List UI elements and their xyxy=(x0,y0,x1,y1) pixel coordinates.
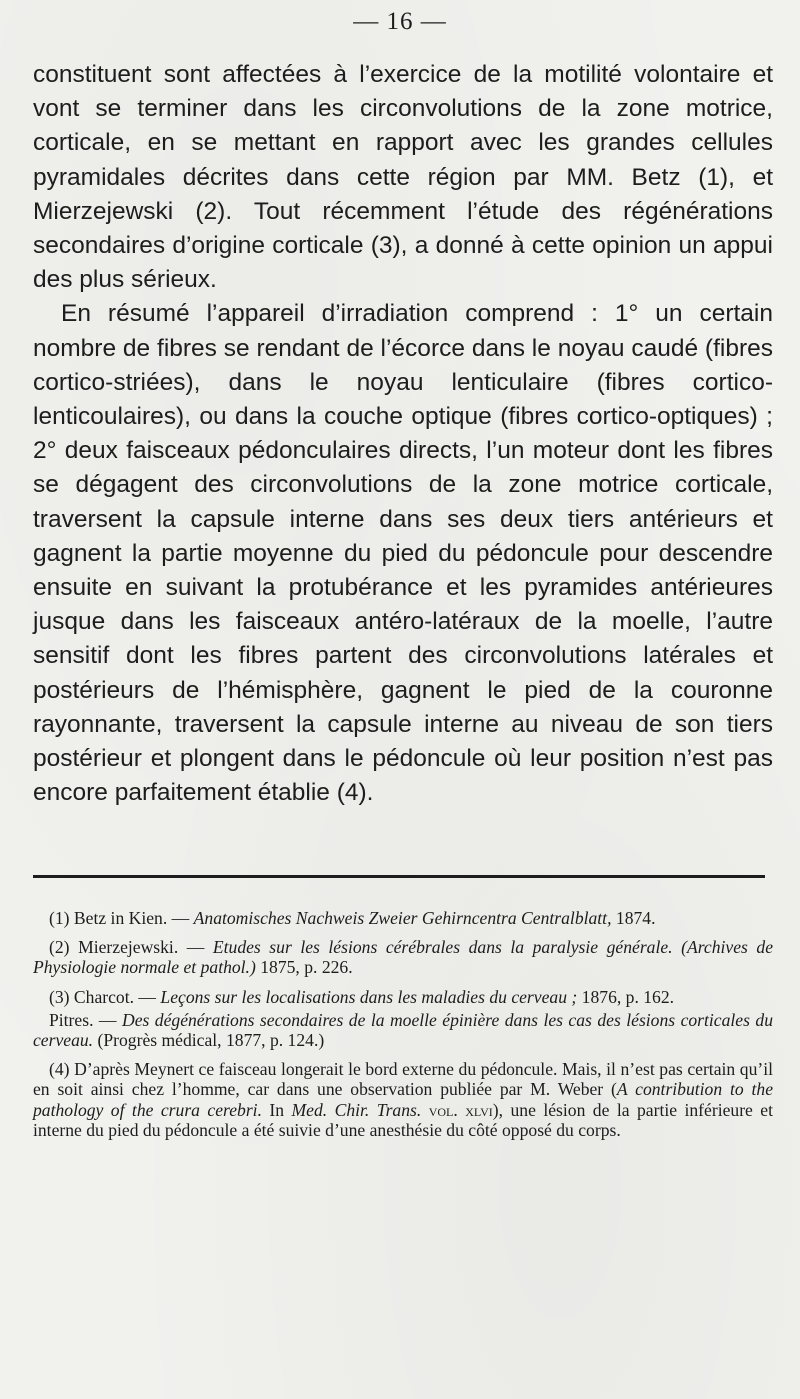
footnote-title: Etudes sur les lésions cérébrales dans la paralysie générale. (Archives de Physiologie normale et pathol.) xyxy=(33,937,773,978)
paragraph-continuation: constituent sont affectées à l’exercice de la motilité volontaire et vont se terminer dans les circonvolutions de la zone motrice, corticale, en se mettant en rapport avec les grandes cellules pyramidales décrites dans cette région par MM. Betz (1), et Mierzejewski (2). Tout récemment l’étude des régénérations secondaires d’origine corticale (3), a donné à cette opinion un appui des plus sérieux. xyxy=(33,61,773,294)
footnote-number: (3) xyxy=(49,986,70,1007)
footnote-number: (2) xyxy=(49,937,70,958)
footnote-1 xyxy=(33,908,773,928)
footnote-details: 1874. xyxy=(615,908,656,928)
footnote-2 xyxy=(33,937,773,977)
main-text xyxy=(33,58,773,810)
footnote-author: Betz in Kien. — xyxy=(73,908,190,928)
paragraph-summary: En résumé l’appareil d’irradiation comprend : 1° un certain nombre de fibres se rendant de l’écorce dans le noyau caudé (fibres cortico-striées), dans le noyau lenticulaire (fibres cortico-lenticoulaires), ou dans la couche optique (fibres cortico-optiques) ; 2° deux faisceaux pédonculaires directs, l’un moteur dont les fibres se dégagent des circonvolutions de la zone motrice corticale, traversent la capsule interne dans ses deux tiers antérieurs et gagnent la partie moyenne du pied du pédoncule pour descendre ensuite en suivant la protubérance et les pyramides antérieures jusque dans les faisceaux antéro-latéraux de la moelle, l’autre sensitif dont les fibres partent des circonvolutions latérales et postérieurs de l’hémisphère, gagnent le pied de la couronne rayonnante, traversent la capsule interne au niveau de son tiers postérieur et plongent dans le pédoncule où leur position n’est pas encore parfaitement établie (4). xyxy=(33,300,773,807)
footnote-details: (Progrès médical, 1877, p. 124.) xyxy=(97,1030,325,1051)
footnote-middle: In xyxy=(261,1099,292,1120)
footnote-text-before: D’après Meynert ce faisceau longerait le bord externe du pédoncule. Mais, il n’est pas certain qu’il en soit ainsi chez l’homme, car dans une observation publiée par M. Weber ( xyxy=(33,1059,773,1100)
footnote-author: Charcot. — xyxy=(73,986,157,1007)
footnotes xyxy=(33,908,773,1149)
footnote-number: (4) xyxy=(49,1059,70,1080)
footnote-separator xyxy=(33,875,765,878)
footnote-text-after: ), une lésion de la partie inférieure et interne du pied du pédoncule a été suivie d’une anesthésie du côté opposé du corps. xyxy=(33,1099,774,1140)
footnote-3 xyxy=(33,987,773,1007)
footnote-3-continued xyxy=(33,1010,773,1050)
footnote-title: Anatomisches Nachweis Zweier Gehirncentra Centralblatt, xyxy=(193,908,612,928)
footnote-volume: vol. xlvi xyxy=(421,1099,493,1120)
footnote-details: 1876, p. 162. xyxy=(581,986,675,1007)
footnote-details: 1875, p. 226. xyxy=(260,957,353,978)
footnote-4 xyxy=(33,1059,773,1140)
footnote-author: Mierzejewski. — xyxy=(78,937,205,958)
footnote-author: Pitres. — xyxy=(49,1009,117,1030)
footnote-number: (1) xyxy=(49,908,70,928)
page-number: — 16 — xyxy=(353,8,447,35)
footnote-title: Des dégénérations secondaires de la moelle épinière dans les cas des lésions corticales du cerveau. xyxy=(33,1009,773,1051)
footnote-journal: Med. Chir. Trans. xyxy=(291,1099,422,1120)
footnote-title: Leçons sur les localisations dans les maladies du cerveau ; xyxy=(160,986,578,1007)
footnote-title: A contribution to the pathology of the crura cerebri. xyxy=(33,1079,774,1120)
